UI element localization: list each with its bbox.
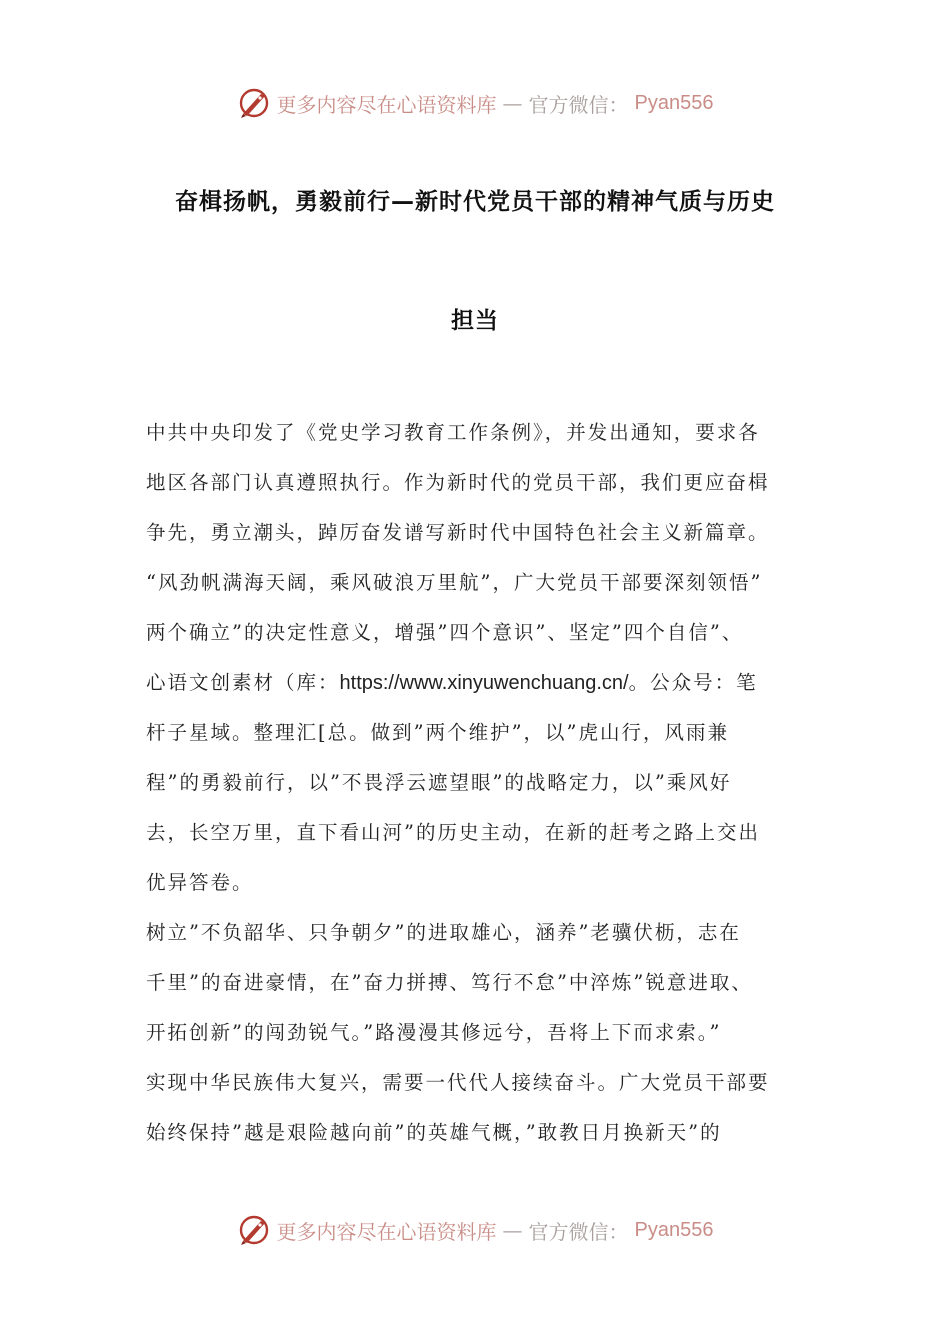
body-line: 中共中央印发了《党史学习教育工作条例》，并发出通知，要求各 — [146, 421, 760, 444]
body-line: 地区各部门认真遵照执行。作为新时代的党员干部，我们更应奋楫 — [146, 471, 770, 494]
banner-wechat-label: 官方微信： — [528, 92, 629, 117]
document-title-line2: 担当 — [451, 308, 499, 334]
body-line: 争先，勇立潮头，踔厉奋发谱写新时代中国特色社会主义新篇章。 — [146, 521, 770, 544]
body-line-with-url — [146, 662, 816, 712]
body-line: 实现中华民族伟大复兴，需要一代代人接续奋斗。广大党员干部要 — [146, 1071, 770, 1094]
body-line: 千里”的奋进豪情，在”奋力拼搏、笃行不怠”中淬炼”锐意进取、 — [146, 971, 753, 994]
footer-banner — [0, 1210, 950, 1250]
banner-wechat-id: Pyan556 — [634, 91, 714, 114]
body-line: 杆子星域。整理汇[总。做到”两个维护”，以”虎山行，风雨兼 — [146, 721, 730, 744]
body-line-suffix: 。公众号：笔 — [628, 671, 758, 694]
body-line: 开拓创新”的闯劲锐气。”路漫漫其修远兮，吾将上下而求索。” — [146, 1021, 722, 1044]
banner-dash: — — [502, 91, 523, 115]
body-line: “风劲帆满海天阔，乘风破浪万里航”，广大党员干部要深刻领悟” — [146, 571, 763, 594]
banner-dash: — — [502, 1218, 523, 1242]
body-line: 始终保持”越是艰险越向前”的英雄气概，”敢教日月换新天”的 — [146, 1121, 722, 1144]
body-line: 程”的勇毅前行，以”不畏浮云遮望眼”的战略定力，以”乘风好 — [146, 771, 732, 794]
document-title-line1: 奋楫扬帆，勇毅前行—新时代党员干部的精神气质与历史 — [175, 189, 775, 215]
body-line: 两个确立”的决定性意义，增强”四个意识”、坚定”四个自信”、 — [146, 621, 744, 644]
banner-wechat-label: 官方微信： — [528, 1219, 629, 1244]
body-line: 树立”不负韶华、只争朝夕”的进取雄心，涵养”老骥伏枥，志在 — [146, 921, 741, 944]
body-line: 去，长空万里，直下看山河”的历史主动，在新的赶考之路上交出 — [146, 821, 760, 844]
header-banner — [0, 83, 950, 123]
banner-wechat-id: Pyan556 — [634, 1218, 714, 1241]
body-line-prefix: 心语文创素材（库： — [146, 671, 340, 694]
document-body — [146, 412, 816, 1162]
pen-logo-icon — [237, 86, 271, 120]
pen-logo-icon — [237, 1213, 271, 1247]
source-url-link[interactable]: https://www.xinyuwenchuang.cn/ — [339, 672, 629, 694]
banner-brand-text: 更多内容尽在心语资料库 — [276, 1219, 497, 1244]
banner-brand-text: 更多内容尽在心语资料库 — [276, 92, 497, 117]
body-line: 优异答卷。 — [146, 871, 254, 894]
